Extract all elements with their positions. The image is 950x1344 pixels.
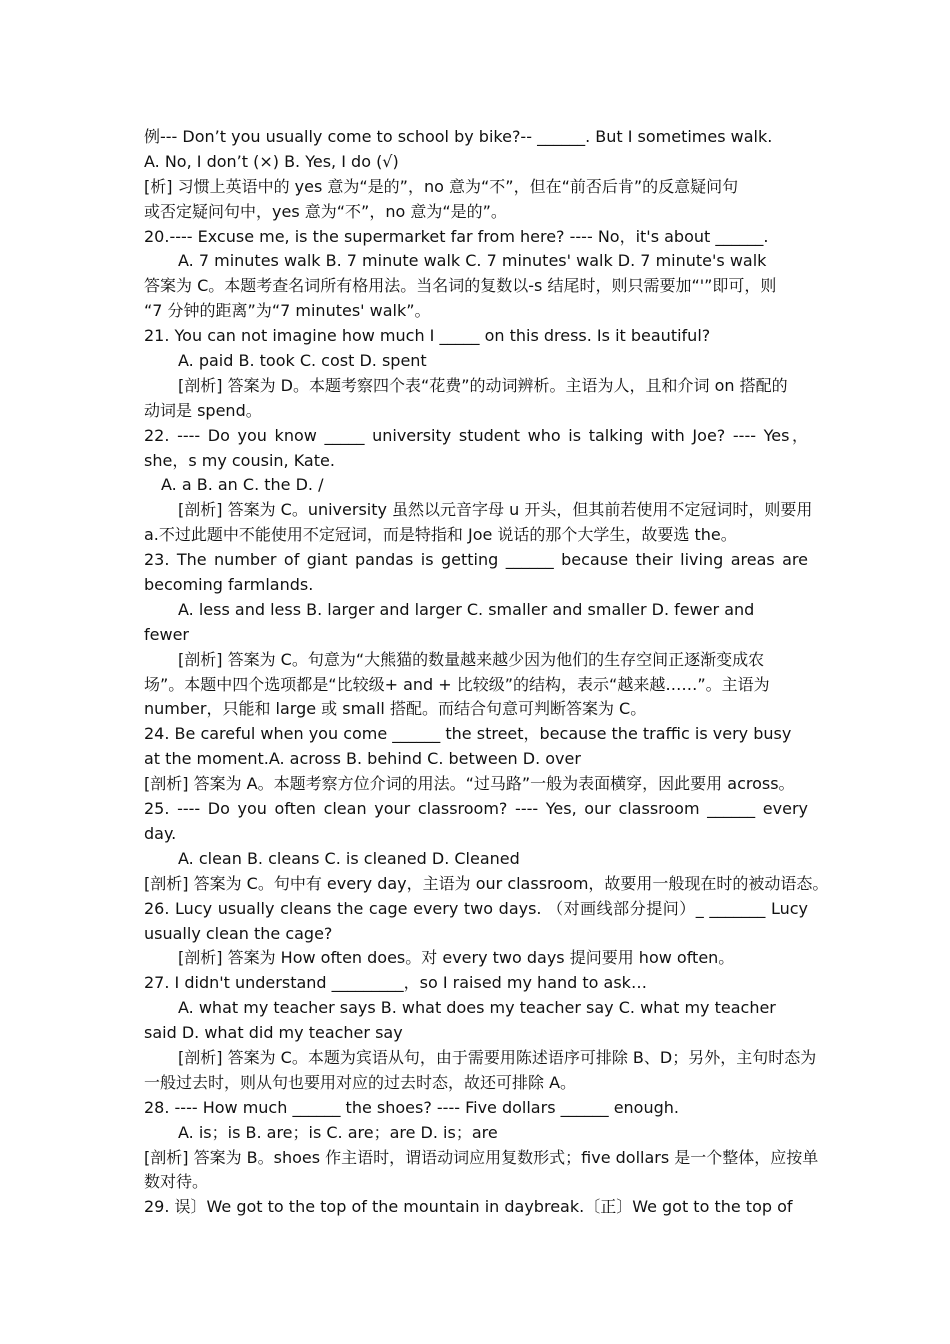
text-line: 20.---- Excuse me, is the supermarket far from here? ---- No，it's about ______. (144, 226, 769, 246)
text-line: becoming farmlands. (144, 575, 314, 595)
text-line: 例--- Don’t you usually come to school by bike?-- ______. But I sometimes walk. (144, 127, 773, 146)
text-line: 21. You can not imagine how much I _____ on this dress. Is it beautiful? (144, 326, 711, 346)
text-line: [剖析] 答案为 B。shoes 作主语时，谓语动词应用复数形式；five dollars 是一个整体，应按单 (144, 1147, 819, 1167)
text-line: A. clean B. cleans C. is cleaned D. Cleaned (178, 848, 520, 868)
text-line: A. 7 minutes walk B. 7 minute walk C. 7 minutes' walk D. 7 minute's walk (178, 251, 767, 271)
text-line: A. paid B. took C. cost D. spent (178, 351, 427, 371)
text-line: A. No, I don’t (×) B. Yes, I do (√) (144, 151, 399, 171)
text-line: 28. ---- How much ______ the shoes? ---- Five dollars ______ enough. (144, 1097, 679, 1117)
text-line: usually clean the cage? (144, 923, 333, 943)
text-line: 27. I didn't understand _________，so I raised my hand to ask… (144, 973, 647, 993)
text-line: 29. 误〕We got to the top of the mountain in daybreak.〔正〕We got to the top of (144, 1197, 793, 1217)
text-line: 数对待。 (144, 1172, 209, 1192)
text-line: 场”。本题中四个选项都是“比较级+ and + 比较级”的结构，表示“越来越……”。主语为 (144, 674, 770, 694)
text-line: [剖析] 答案为 C。本题为宾语从句，由于需要用陈述语序可排除 B、D；另外，主句时态为 (178, 1047, 817, 1067)
text-line: 22. ---- Do you know _____ university student who is talking with Joe? ---- Yes， (144, 425, 808, 445)
text-line: [剖析] 答案为 D。本题考察四个表“花费”的动词辨析。主语为人，且和介词 on 搭配的 (178, 375, 788, 395)
text-line: fewer (144, 624, 189, 644)
text-line: a.不过此题中不能使用不定冠词，而是特指和 Joe 说话的那个大学生，故要选 the。 (144, 525, 737, 545)
text-line: A. a B. an C. the D. / (161, 475, 324, 495)
text-line: number，只能和 large 或 small 搭配。而结合句意可判断答案为 C。 (144, 699, 647, 719)
text-line: [剖析] 答案为 How often does。对 every two days 提问要用 how often。 (178, 948, 735, 968)
text-line: [剖析] 答案为 C。university 虽然以元音字母 u 开头，但其前若使用不定冠词时，则要用 (178, 500, 813, 520)
text-line: she，s my cousin, Kate. (144, 450, 335, 470)
text-line: [剖析] 答案为 C。句中有 every day，主语为 our classroom，故要用一般现在时的被动语态。 (144, 873, 829, 893)
document-page (144, 125, 829, 1220)
text-line: 答案为 C。本题考查名词所有格用法。当名词的复数以-s 结尾时，则只需要加“'”即可，则 (144, 276, 777, 296)
text-line: “7 分钟的距离”为“7 minutes' walk”。 (144, 301, 431, 321)
text-line: 26. Lucy usually cleans the cage every two days. （对画线部分提问）_ _______ Lucy (144, 898, 808, 918)
text-line: 一般过去时，则从句也要用对应的过去时态，故还可排除 A。 (144, 1072, 577, 1092)
text-line: A. less and less B. larger and larger C. smaller and smaller D. fewer and (178, 599, 755, 619)
text-line: 24. Be careful when you come ______ the street，because the traffic is very busy (144, 724, 792, 744)
text-line: 或否定疑问句中，yes 意为“不”，no 意为“是的”。 (144, 201, 507, 221)
text-line: [剖析] 答案为 C。句意为“大熊猫的数量越来越少因为他们的生存空间正逐渐变成农 (178, 649, 765, 669)
text-line: said D. what did my teacher say (144, 1023, 403, 1043)
text-line: A. what my teacher says B. what does my teacher say C. what my teacher (178, 998, 776, 1018)
text-line: day. (144, 823, 177, 843)
text-line: 23. The number of giant pandas is getting ______ because their living areas are (144, 550, 808, 570)
text-line: [剖析] 答案为 A。本题考察方位介词的用法。“过马路”一般为表面横穿，因此要用 across。 (144, 774, 795, 794)
text-line: 动词是 spend。 (144, 400, 262, 420)
text-line: [析] 习惯上英语中的 yes 意为“是的”，no 意为“不”，但在“前否后肯”的反意疑问句 (144, 176, 739, 196)
text-line: A. is；is B. are；is C. are；are D. is；are (178, 1122, 498, 1142)
text-line: at the moment.A. across B. behind C. between D. over (144, 749, 581, 769)
text-line: 25. ---- Do you often clean your classroom? ---- Yes, our classroom ______ every (144, 799, 808, 819)
